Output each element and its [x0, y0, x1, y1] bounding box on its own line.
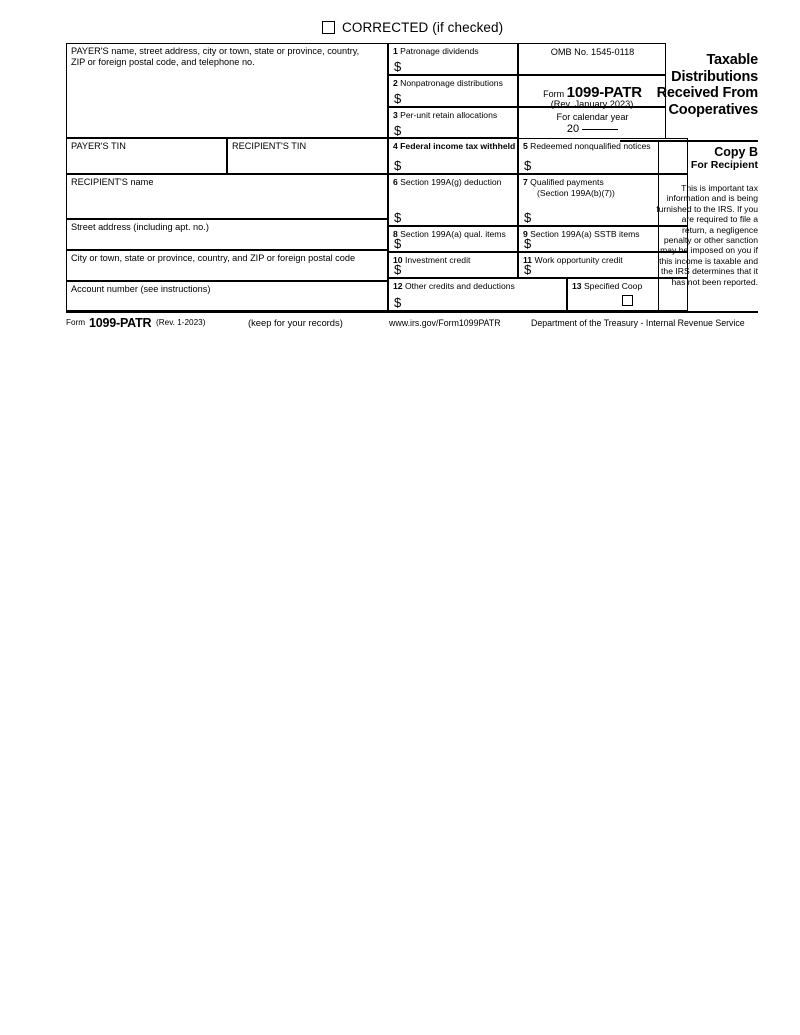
- box-9-label: Section 199A(a) SSTB items: [530, 229, 640, 239]
- recipient-tin-label: RECIPIENT'S TIN: [232, 141, 307, 151]
- recipient-name-field[interactable]: [66, 174, 388, 219]
- box-3-number: 3: [393, 110, 398, 120]
- box-13-number: 13: [572, 281, 582, 291]
- footer-department: Department of the Treasury - Internal Revenue Service: [531, 318, 745, 328]
- box-6-number: 6: [393, 177, 398, 187]
- recipient-tin-field[interactable]: [227, 138, 388, 174]
- box-6-label: Section 199A(g) deduction: [400, 177, 502, 187]
- box-2-nonpatronage-distributions[interactable]: [388, 75, 518, 107]
- box-7-label-line2: (Section 199A(b)(7)): [537, 187, 615, 198]
- account-number-label: Account number (see instructions): [71, 284, 211, 294]
- corrected-row: [322, 21, 503, 35]
- box-8-number: 8: [393, 229, 398, 239]
- box-8-section-199Aa-qual-items[interactable]: [388, 226, 518, 252]
- box-4-federal-income-tax-withheld[interactable]: [387, 137, 519, 175]
- box-10-number: 10: [393, 255, 403, 265]
- corrected-label: CORRECTED (if checked): [342, 20, 504, 35]
- form-title-block: [570, 52, 758, 118]
- box-12-number: 12: [393, 281, 403, 291]
- omb-number: OMB No. 1545-0118: [550, 47, 635, 57]
- box-4-currency: $: [394, 158, 402, 173]
- box-2-label: Nonpatronage distributions: [400, 78, 503, 88]
- box-2-currency: $: [394, 91, 402, 106]
- box-1-number: 1: [393, 46, 398, 56]
- box-13-checkbox[interactable]: [622, 295, 633, 306]
- calendar-year-prefix: 20: [566, 123, 580, 135]
- box-1-currency: $: [394, 59, 402, 74]
- form-title-line4: Cooperatives: [668, 101, 758, 118]
- box-5-label: Redeemed nonqualified notices: [530, 141, 651, 151]
- box-3-per-unit-retain-allocations[interactable]: [388, 107, 518, 139]
- payer-name-label-line2: ZIP or foreign postal code, and telephone no.: [71, 57, 255, 67]
- box-7-label: Qualified payments: [530, 177, 604, 187]
- footer-form-word: Form: [66, 318, 86, 327]
- box-3-currency: $: [394, 123, 402, 138]
- recipient-street-label: Street address (including apt. no.): [71, 222, 209, 232]
- box-12-other-credits-and-deductions[interactable]: [388, 278, 567, 311]
- footer-url[interactable]: www.irs.gov/Form1099PATR: [389, 318, 501, 328]
- box-2-number: 2: [393, 78, 398, 88]
- box-11-label: Work opportunity credit: [534, 255, 623, 265]
- recipient-city-label: City or town, state or province, country, and ZIP or foreign postal code: [71, 253, 356, 263]
- recipient-name-label: RECIPIENT'S name: [71, 177, 154, 187]
- box-9-currency: $: [524, 236, 532, 251]
- payer-tin-field[interactable]: [66, 138, 227, 174]
- form-bottom-rule: [66, 311, 758, 313]
- box-12-label: Other credits and deductions: [404, 281, 515, 291]
- payer-tin-label: PAYER'S TIN: [71, 141, 126, 151]
- box-1-label: Patronage dividends: [400, 46, 479, 56]
- copy-designation-block: [620, 140, 758, 172]
- box-10-label: Investment credit: [404, 255, 471, 265]
- form-revision: (Rev. January 2023): [550, 99, 634, 109]
- recipient-street-address-field[interactable]: [66, 219, 388, 250]
- box-4-label: Federal income tax withheld: [400, 141, 516, 151]
- copy-for-label: For Recipient: [690, 159, 758, 171]
- footer-keep-records: (keep for your records): [248, 317, 343, 328]
- calendar-year-input[interactable]: [582, 129, 618, 130]
- form-title-line3: Received From: [656, 85, 758, 101]
- box-6-currency: $: [394, 210, 402, 225]
- footer-form-number: 1099-PATR: [89, 316, 152, 330]
- box-10-currency: $: [394, 262, 402, 277]
- payer-name-label-line1: PAYER'S name, street address, city or town, state or province, country,: [71, 46, 360, 56]
- box-1-patronage-dividends[interactable]: [388, 43, 518, 75]
- box-11-currency: $: [524, 262, 532, 277]
- box-5-number: 5: [523, 141, 528, 151]
- box-12-currency: $: [394, 295, 402, 310]
- recipient-notice-text: This is important tax information and is being furnished to the IRS. If you are required to file a return, a negligence penalty or other sanction may be imposed on you if this income is taxable and the IRS determines that it has not been reported.: [656, 183, 758, 287]
- form-title-line1: Taxable: [706, 52, 758, 68]
- box-5-currency: $: [524, 158, 532, 173]
- form-title-line2: Distributions: [671, 68, 758, 85]
- box-11-number: 11: [523, 255, 533, 265]
- box-6-section-199Ag-deduction[interactable]: [388, 174, 518, 226]
- calendar-year-label: For calendar year: [556, 112, 629, 122]
- footer-revision: (Rev. 1-2023): [156, 318, 206, 327]
- box-7-currency: $: [524, 210, 532, 225]
- box-8-label: Section 199A(a) qual. items: [400, 229, 506, 239]
- box-4-number: 4: [393, 141, 398, 151]
- copy-label: Copy B: [714, 145, 758, 159]
- box-10-investment-credit[interactable]: [388, 252, 518, 278]
- box-3-label: Per-unit retain allocations: [400, 110, 498, 120]
- box-9-number: 9: [523, 229, 528, 239]
- form-number: 1099-PATR: [566, 84, 642, 101]
- recipient-city-state-zip-field[interactable]: [66, 250, 388, 281]
- box-7-number: 7: [523, 177, 528, 187]
- corrected-checkbox[interactable]: [322, 21, 335, 34]
- account-number-field[interactable]: [66, 281, 388, 311]
- form-footer: [66, 316, 758, 330]
- payer-name-address-field[interactable]: [66, 43, 388, 138]
- form-word: Form: [543, 89, 565, 99]
- box-13-label: Specified Coop: [583, 281, 643, 291]
- box-8-currency: $: [394, 236, 402, 251]
